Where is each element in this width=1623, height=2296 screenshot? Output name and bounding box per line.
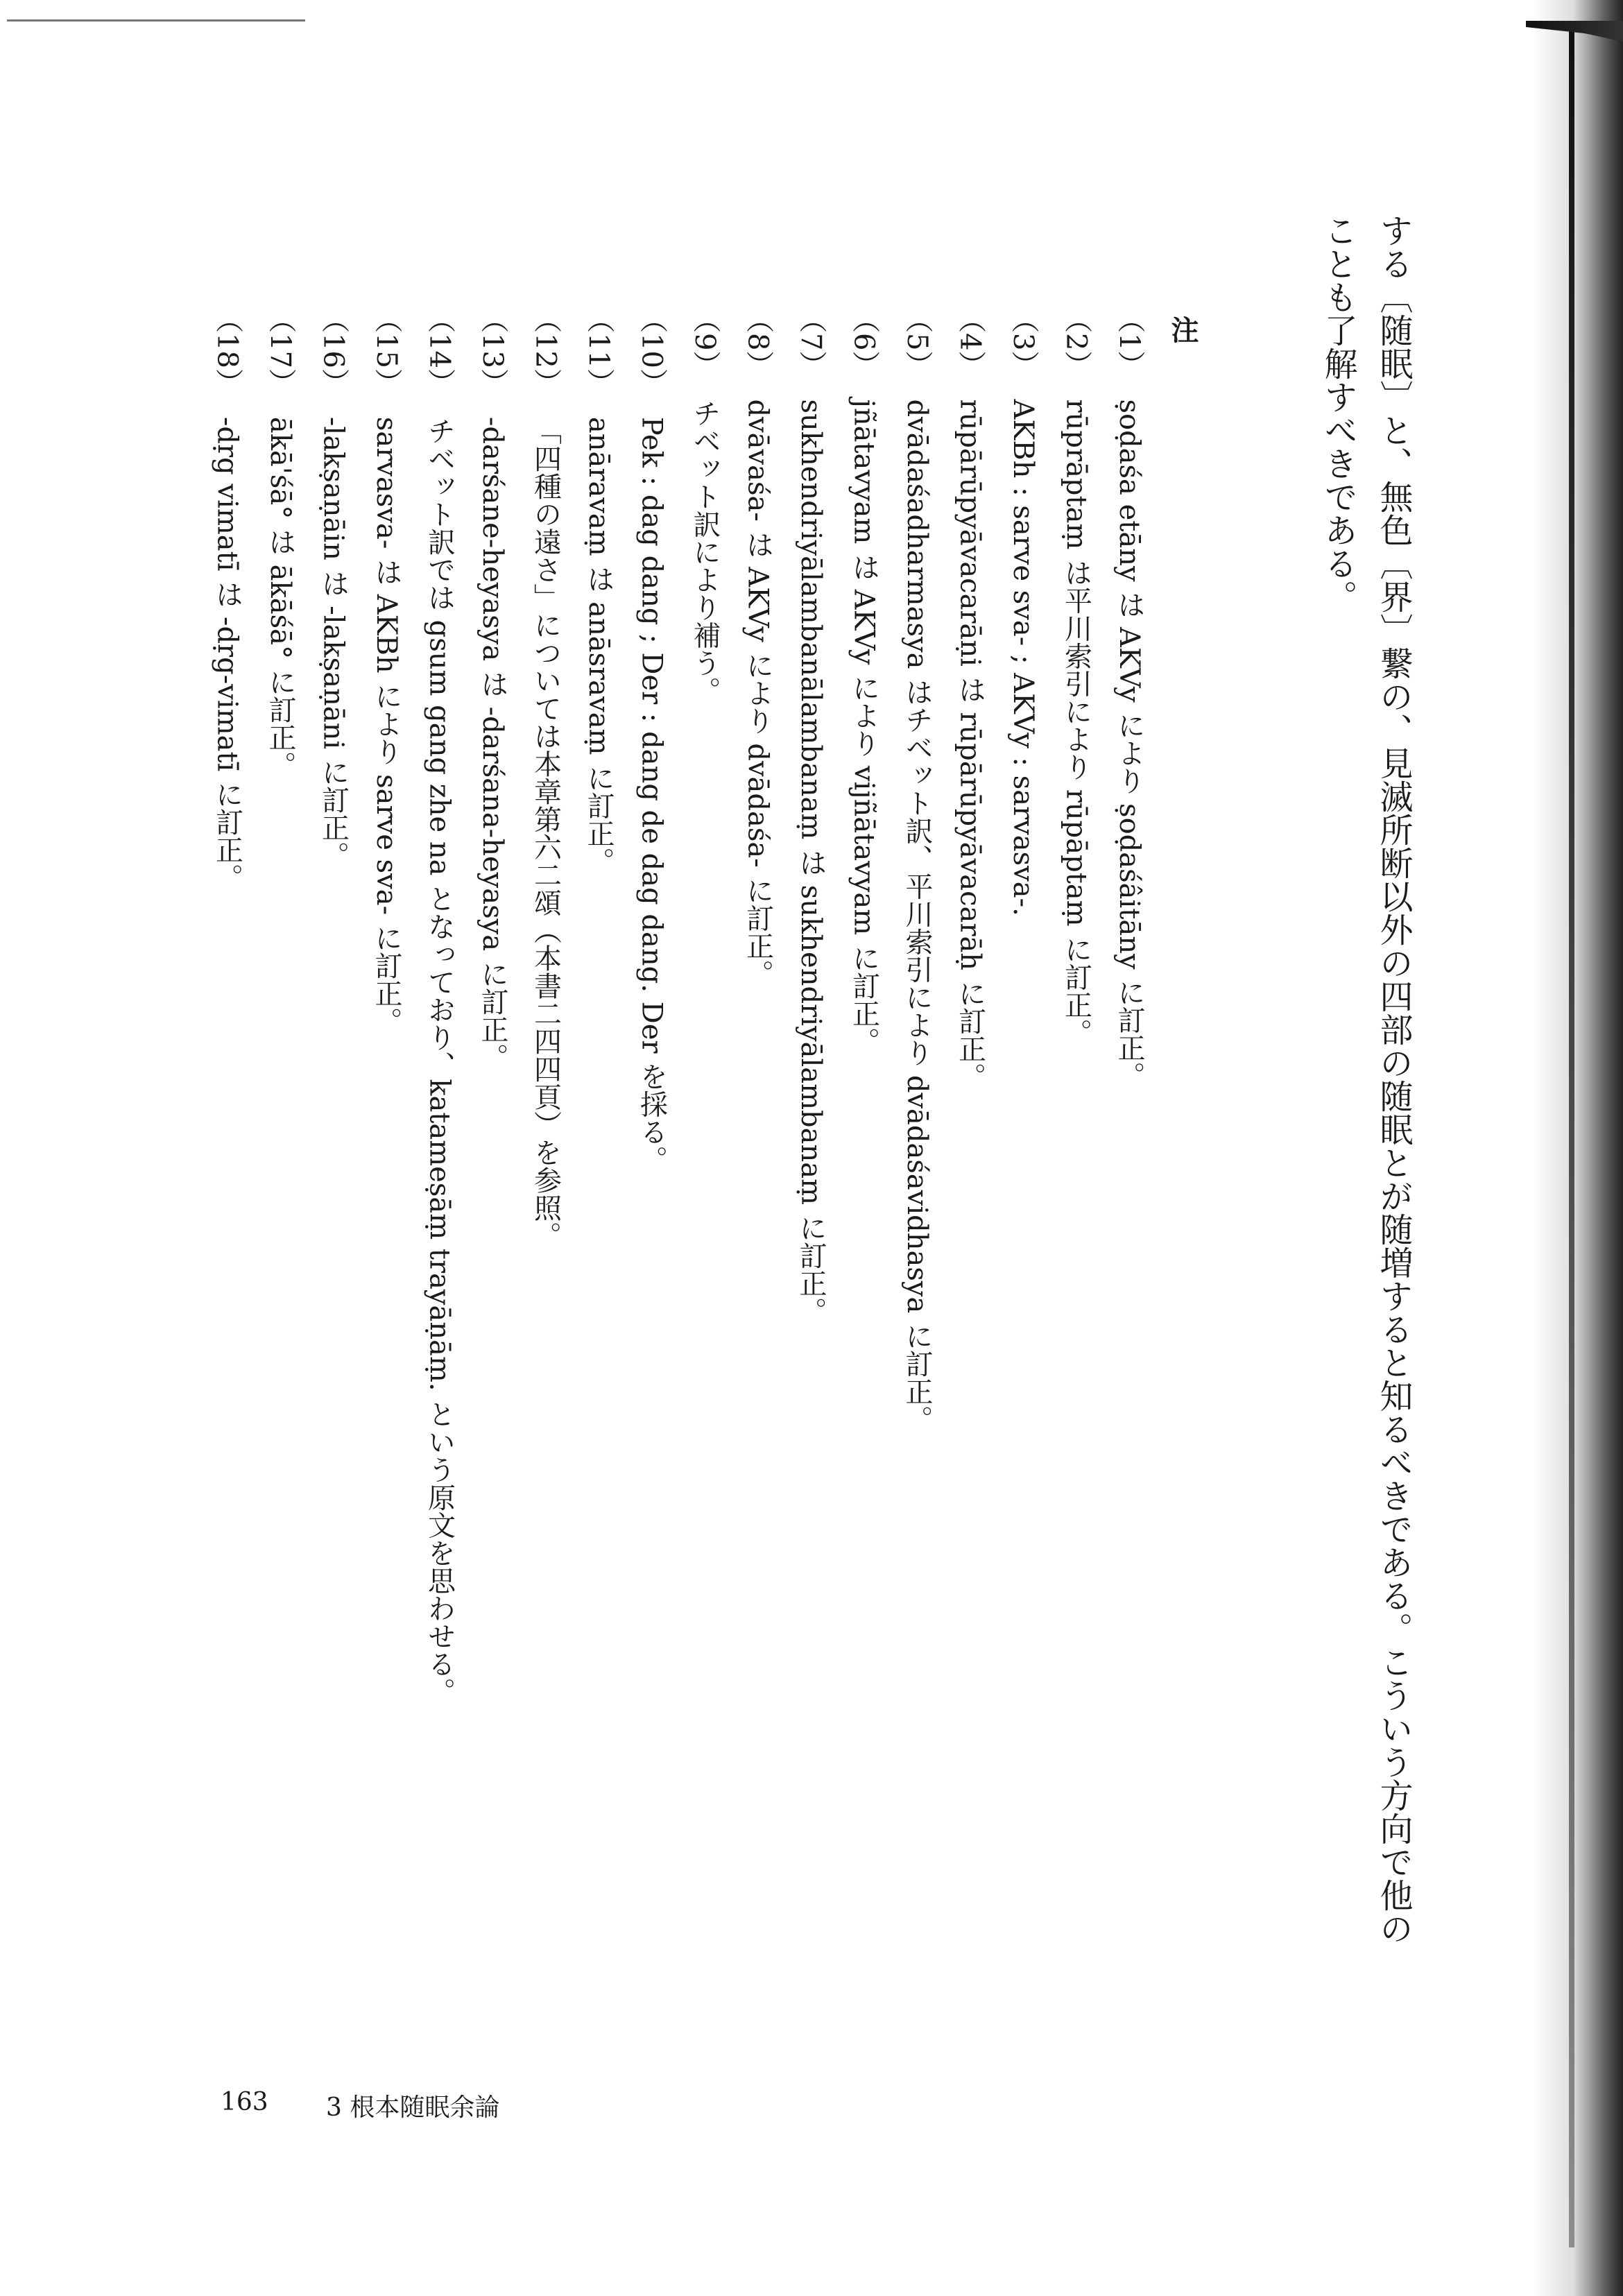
- note-item: [1060, 305, 1092, 1047]
- note-item: [583, 305, 615, 875]
- note-item: [1009, 305, 1037, 916]
- body-line-2: ことも了解すべきである。: [1319, 214, 1357, 613]
- note-item: [211, 305, 243, 892]
- note-text: 「四種の遠さ」については本章第六二頌（本書二四四頁）を参照。: [529, 416, 562, 1249]
- note-number: （1）: [1113, 305, 1145, 379]
- scan-rule: [7, 19, 305, 22]
- note-item: [1115, 305, 1143, 1089]
- note-item: [691, 305, 719, 704]
- body-line-1: する〔随眠〕と、無色〔界〕繋の、見滅所断以外の四部の随眠とが随増すると知るべきである。こういう方向で他の: [1374, 214, 1413, 1945]
- note-text: チベット訳では gsum gang zhe na となっており、katameṣāṃ trayāṇāṃ. という原文を思わせる。: [423, 416, 456, 1706]
- note-number: （11）: [583, 305, 615, 396]
- scan-edge-shadow: [1533, 0, 1623, 2296]
- note-text: Pek : dag dang ; Der : dang de dag dang. Der を採る。: [635, 416, 668, 1174]
- note-text: -lakṣaṇāin は -lakṣaṇāni に訂正。: [317, 416, 350, 869]
- note-number: （7）: [795, 305, 827, 379]
- note-number: （6）: [848, 305, 880, 379]
- note-item: [476, 305, 508, 1071]
- note-number: （10）: [635, 305, 668, 396]
- note-text: sarvasva- は AKBh により sarve sva- に訂正。: [370, 416, 402, 1035]
- note-number: （4）: [954, 305, 986, 379]
- chapter-title: 3 根本随眠余論: [326, 2093, 500, 2122]
- note-text: AKBh : sarve sva- ; AKVy : sarvasva-.: [1007, 399, 1039, 916]
- note-item: [797, 305, 825, 1325]
- note-number: （3）: [1007, 305, 1039, 379]
- note-number: （12）: [529, 305, 562, 396]
- note-item: [372, 305, 400, 1035]
- note-number: （13）: [476, 305, 508, 396]
- note-number: （17）: [264, 305, 296, 396]
- note-item: [956, 305, 984, 1090]
- book-spine-line: [1569, 28, 1574, 2247]
- page-number: 163: [221, 2088, 268, 2116]
- note-number: （18）: [211, 305, 243, 396]
- note-text: ākā'śā° は ākāśā° に訂正。: [264, 416, 296, 779]
- note-number: （15）: [370, 305, 402, 396]
- note-text: ṣoḍaśa etāny は AKVy により ṣoḍaśâitāny に訂正。: [1113, 399, 1145, 1090]
- note-item: [635, 305, 668, 1174]
- note-text: jñātavyam は AKVy により vijñātavyam に訂正。: [848, 399, 880, 1055]
- note-item: [529, 305, 562, 1249]
- note-number: （16）: [317, 305, 350, 396]
- note-text: dvāvaśa- は AKVy により dvādaśa- に訂正。: [741, 399, 774, 988]
- note-number: （2）: [1060, 305, 1092, 379]
- note-item: [423, 305, 456, 1706]
- note-item: [266, 305, 294, 779]
- note-text: rūpārūpyāvacarāṇi は rūpārūpyāvacarāḥ に訂正。: [954, 399, 986, 1090]
- note-item: [903, 305, 931, 1433]
- note-number: （5）: [901, 305, 933, 379]
- notes-heading: 注: [1167, 316, 1199, 343]
- note-item: [317, 305, 350, 869]
- note-text: rūprāptaṃ は平川索引により rūpāptaṃ に訂正。: [1060, 399, 1092, 1047]
- note-number: （9）: [689, 305, 721, 379]
- note-number: （14）: [423, 305, 456, 396]
- note-item: [741, 305, 774, 988]
- note-text: -darśane-heyasya は -darśana-heyasya に訂正。: [476, 416, 508, 1071]
- note-text: anāravaṃ は anāsravaṃ に訂正。: [583, 416, 615, 875]
- note-number: （8）: [741, 305, 774, 379]
- note-text: dvādaśadharmasya はチベット訳、平川索引により dvādaśavidhasya に訂正。: [901, 399, 933, 1434]
- note-text: チベット訳により補う。: [689, 399, 721, 705]
- note-item: [850, 305, 878, 1055]
- note-text: -dṛg vimatī は -dṛg-vimatī に訂正。: [211, 416, 243, 892]
- note-text: sukhendriyālambanālambanaṃ は sukhendriyālambanaṃ に訂正。: [795, 399, 827, 1325]
